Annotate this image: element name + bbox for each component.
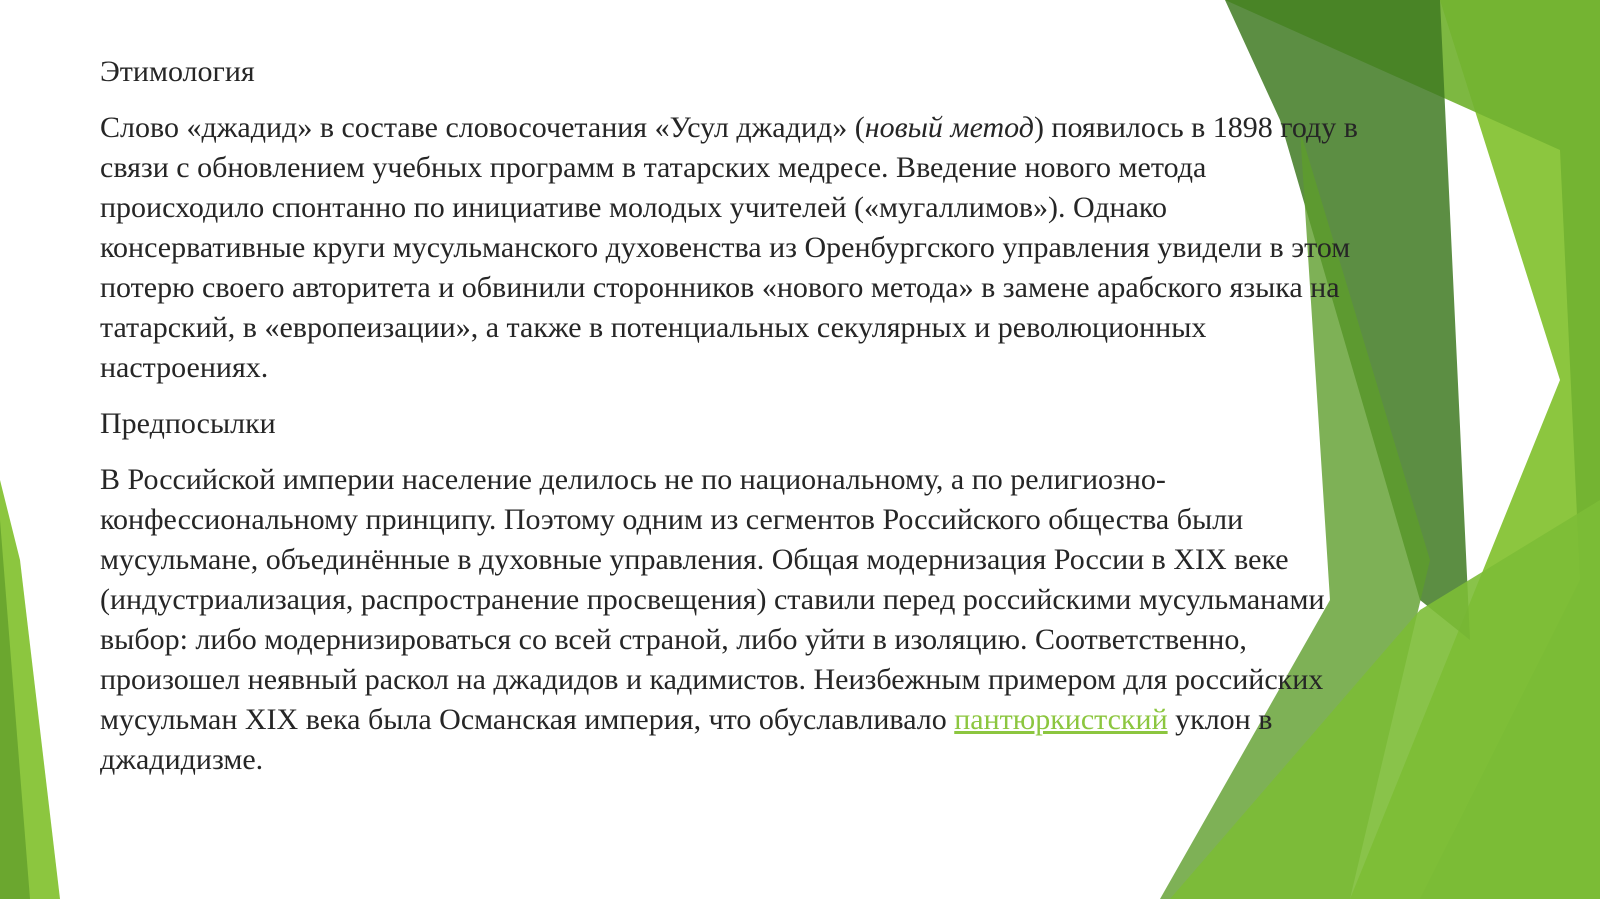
- paragraph-prerequisites: [100, 460, 1360, 780]
- paragraph-etymology: [100, 108, 1360, 388]
- heading-prerequisites: Предпосылки: [100, 407, 276, 440]
- paragraph-text: ) появилось в 1898 году в связи с обновлением учебных программ в татарских медресе. Введение нового метода происходило спонтанно по инициативе молодых учителей («мугаллимов»). Однако консервативные круги мусульманского духовенства из Оренбургского управления увидели в этом потерю своего авторитета и обвинили сторонников «нового метода» в замене арабского языка на татарский, в «европеизации», а также в потенциальных секулярных и революционных настроениях.: [100, 111, 1358, 384]
- pan-turkist-link[interactable]: пантюркистский: [954, 703, 1168, 736]
- slide-content: [100, 52, 1360, 796]
- paragraph-text: уклон в джадидизме.: [100, 703, 1273, 776]
- paragraph-text: Слово «джадид» в составе словосочетания «Усул джадид» (: [100, 111, 865, 144]
- italic-term: новый метод: [864, 111, 1034, 144]
- paragraph-text: В Российской империи население делилось не по национальному, а по религиозно-конфессиональному принципу. Поэтому одним из сегментов Российского общества были мусульмане, объединённые в духовные управления. Общая модернизация России в XIX веке (индустриализация, распространение просвещения) ставили перед российскими мусульманами выбор: либо модернизироваться со всей страной, либо уйти в изоляцию. Соответственно, произошел неявный раскол на джадидов и кадимистов. Неизбежным примером для российских мусульман XIX века была Османская империя, что обуславливало: [100, 463, 1325, 736]
- heading-etymology: Этимология: [100, 55, 255, 88]
